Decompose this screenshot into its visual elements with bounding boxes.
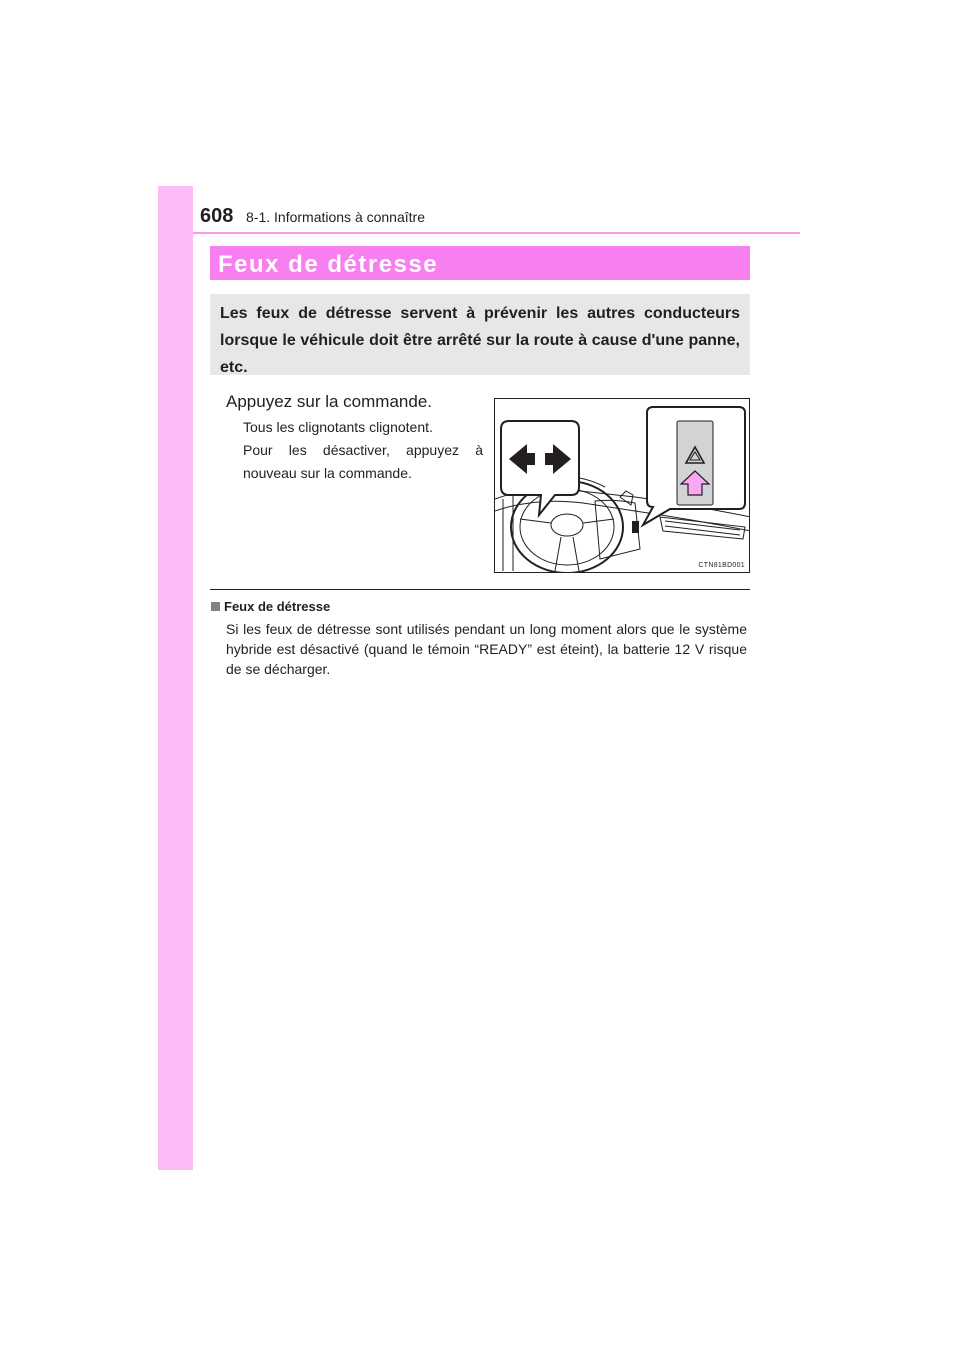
step-detail — [243, 416, 483, 485]
header-rule — [193, 232, 800, 234]
air-vent — [660, 517, 745, 539]
step-heading: Appuyez sur la commande. — [226, 392, 432, 411]
step-detail-line-2: Pour les désactiver, appuyez à nouveau sur la commande. — [243, 442, 483, 481]
intro-text: Les feux de détresse servent à prévenir les autres conducteurs lorsque le véhicule doit être arrêté sur la route à cause d'une panne, etc. — [220, 305, 740, 376]
section-title: 8-1. Informations à connaître — [246, 209, 425, 225]
square-bullet-icon — [211, 602, 220, 611]
dashboard-drawing — [495, 399, 750, 573]
title-bar — [210, 246, 750, 280]
section-rule — [210, 589, 750, 590]
steering-hub — [551, 514, 583, 536]
page-number: 608 — [200, 205, 234, 227]
page-title: Feux de détresse — [218, 251, 439, 278]
step-detail-line-1: Tous les clignotants clignotent. — [243, 419, 433, 435]
hazard-switch-illustration — [494, 398, 750, 573]
side-band — [158, 186, 193, 1170]
switch-location-marker — [632, 521, 639, 533]
figure-code: CTN81BD001 — [698, 562, 745, 569]
note-heading — [211, 599, 330, 614]
note-body: Si les feux de détresse sont utilisés pendant un long moment alors que le système hybride est désactivé (quand le témoin “READY” est éteint), la batterie 12 V risque de se décharger. — [226, 621, 747, 677]
intro-box — [210, 294, 750, 375]
note-heading-text: Feux de détresse — [224, 599, 331, 614]
